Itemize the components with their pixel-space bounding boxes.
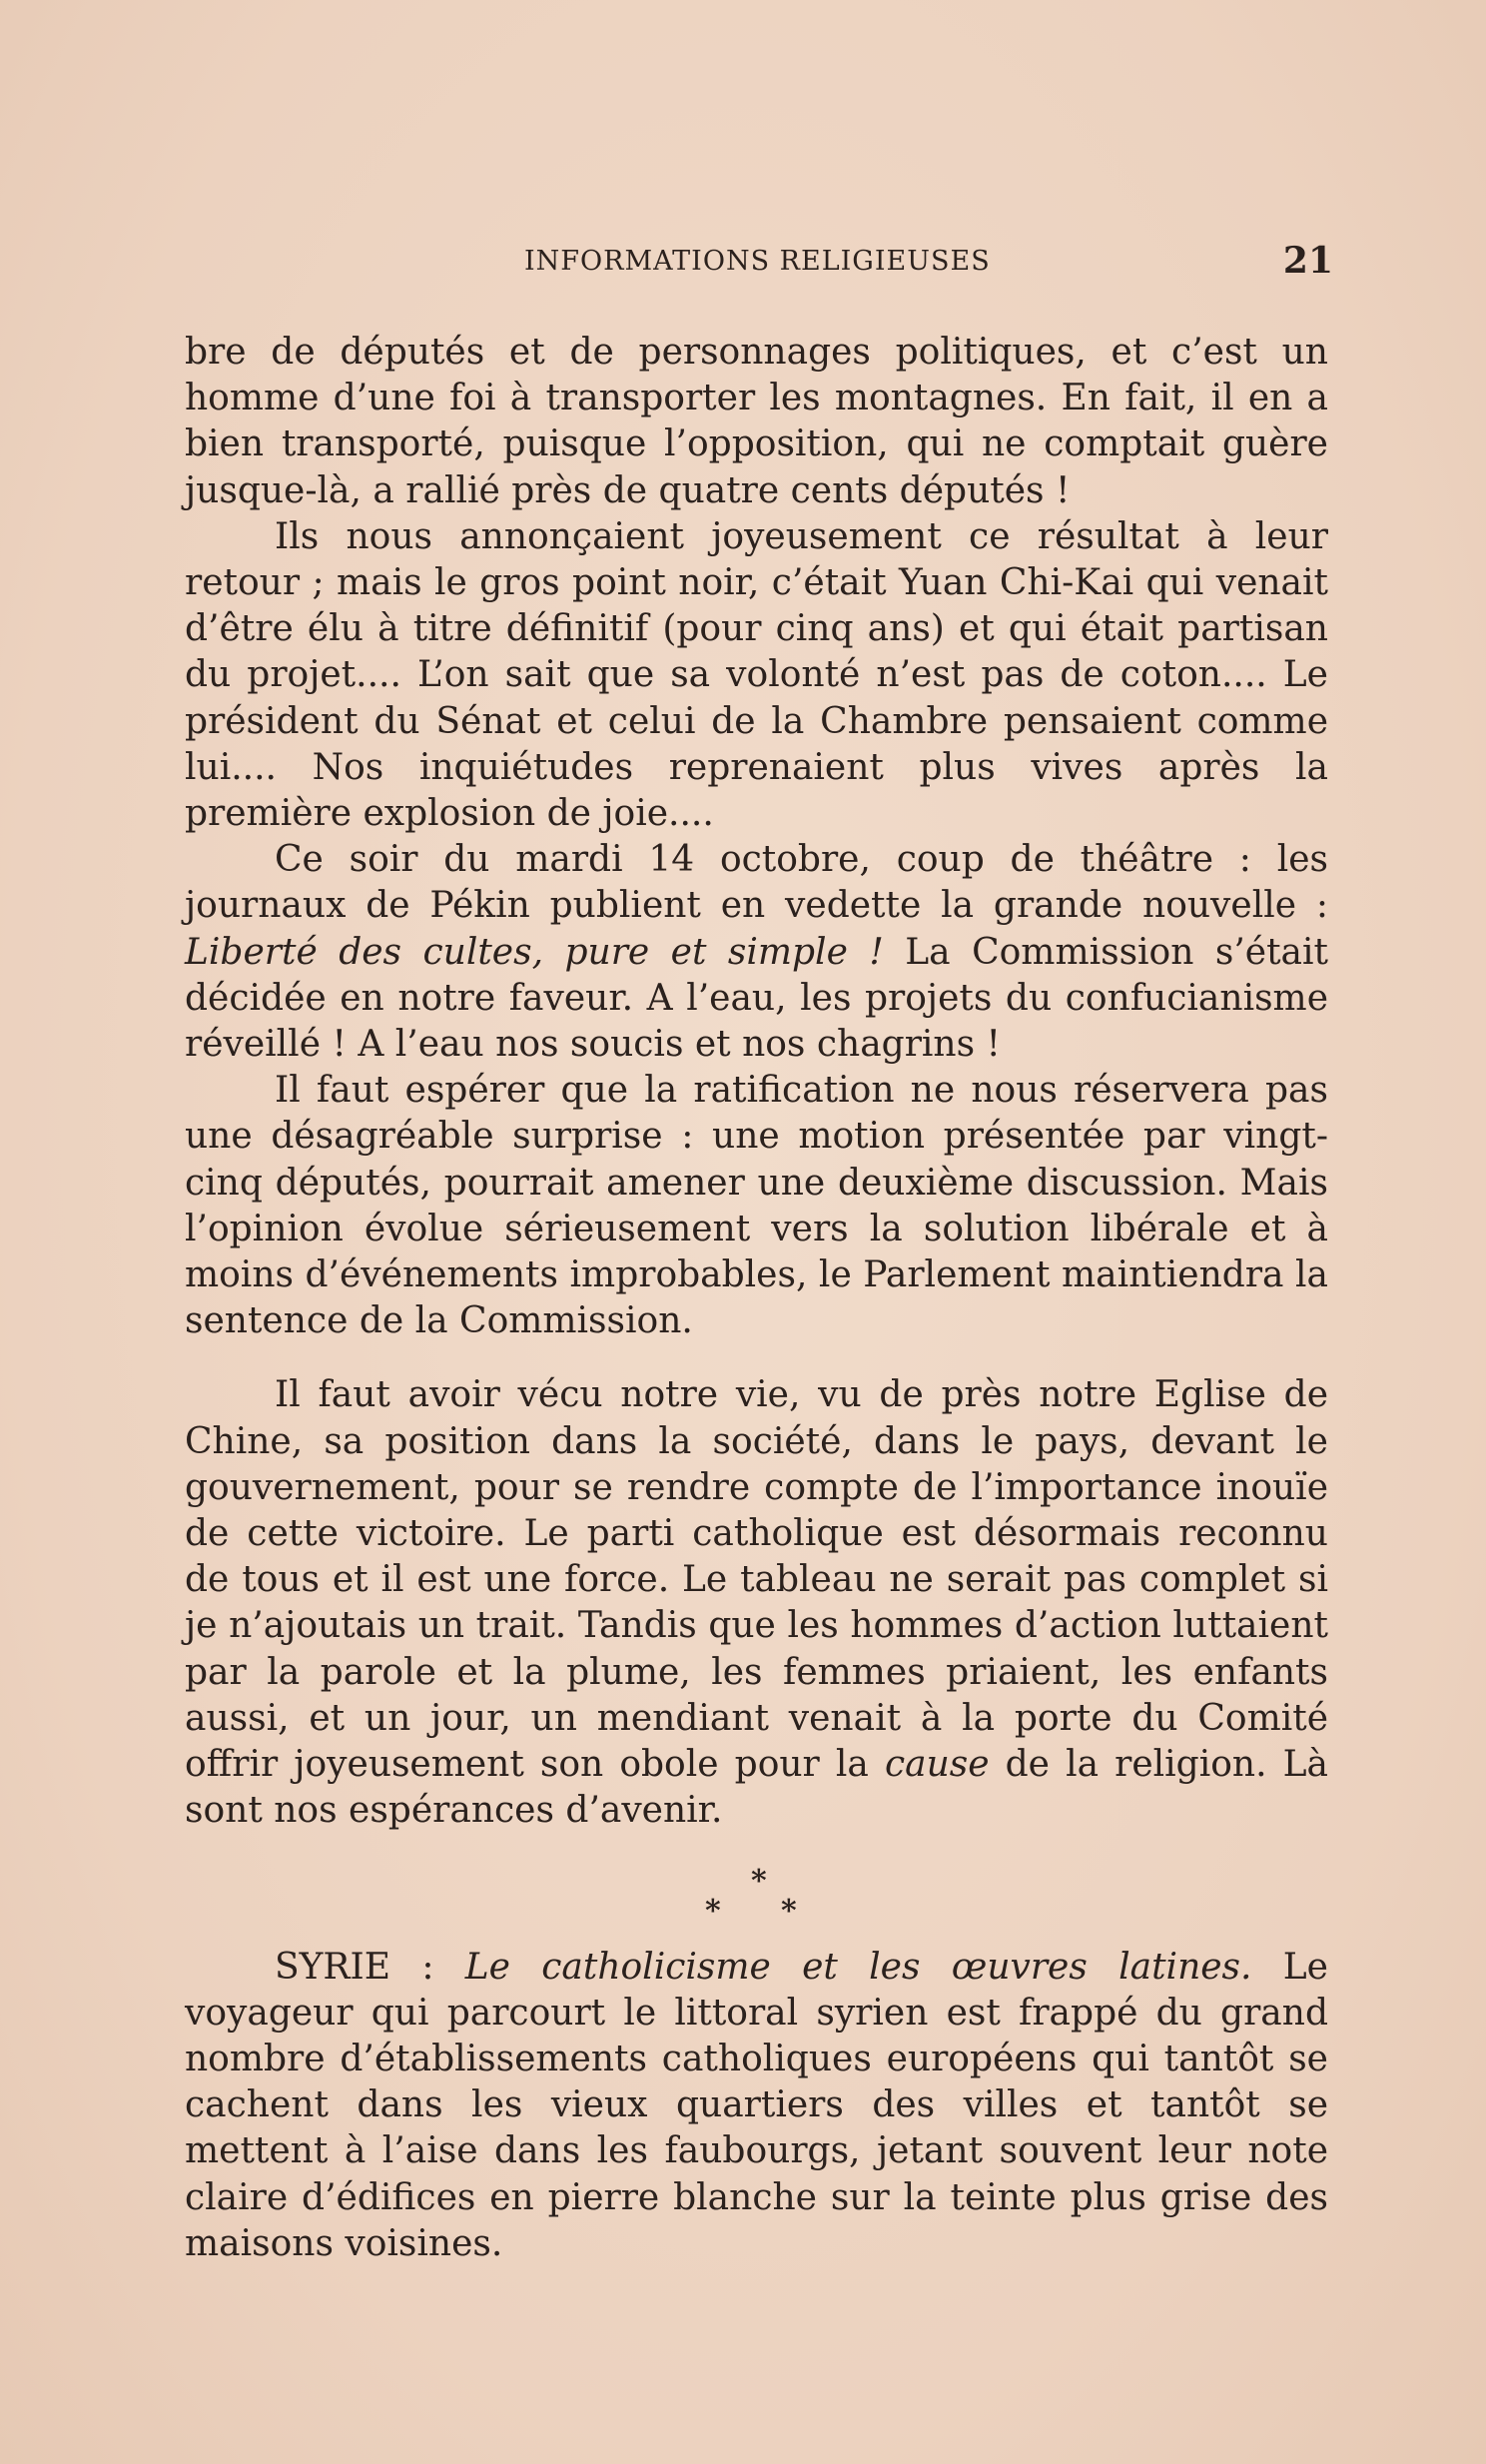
paragraph: Ils nous annonçaient joyeusement ce résultat à leur retour ; mais le gros point noir, c’était Yuan Chi-Kai qui venait d’être élu à titre définitif (pour cinq ans) et qui était partisan du projet.... L’on sait que sa volonté n’est pas de coton.... Le président du Sénat et celui de la Chambre pensaient comme lui.... Nos inquiétudes reprenaient plus vives après la première explosion de joie.... bbox=[185, 515, 1328, 835]
paragraph-text: de la religion. Là sont nos espérances d’avenir. bbox=[185, 1744, 1329, 1832]
running-head: INFORMATIONS RELIGIEUSES bbox=[524, 246, 991, 277]
paragraph-text: Ce soir du mardi 14 octobre, coup de théâtre : les journaux de Pékin publient en vedette la grande nouvelle : bbox=[185, 839, 1328, 927]
italic-word: cause bbox=[884, 1744, 990, 1786]
page-header bbox=[185, 240, 1333, 286]
page-number: 21 bbox=[1282, 240, 1333, 282]
body-text bbox=[185, 330, 1328, 2267]
section-label: SYRIE : bbox=[275, 1946, 465, 1988]
italic-headline: Liberté des cultes, pure et simple ! bbox=[185, 931, 884, 973]
asterisk: * bbox=[751, 1863, 767, 1899]
paragraph bbox=[185, 837, 1328, 1068]
section-separator bbox=[185, 1841, 1328, 1941]
section-title: Le catholicisme et les œuvres latines. bbox=[464, 1946, 1252, 1988]
paragraph-text: Il faut avoir vécu notre vie, vu de près notre Eglise de Chine, sa position dans la société, dans le pays, devant le gouvernement, pour se rendre compte de l’importance inouïe de cette victoire. Le parti catholique est désormais reconnu de tous et il est une force. Le tableau ne serait pas complet si je n’ajoutais un trait. Tandis que les hommes d’action luttaient par la parole et la plume, les femmes priaient, les enfants aussi, et un jour, un mendiant venait à la porte du Comité offrir joyeusement son obole pour la bbox=[185, 1374, 1328, 1786]
asterisk: * bbox=[781, 1893, 797, 1929]
paragraph bbox=[185, 1372, 1328, 1834]
paragraph-text: La Commission s’était décidée en notre faveur. A l’eau, les projets du confucianisme réveillé ! A l’eau nos soucis et nos chagrins ! bbox=[185, 931, 1328, 1066]
paragraph-text: Le voyageur qui parcourt le littoral syrien est frappé du grand nombre d’établissements catholiques européens qui tantôt se cachent dans les vieux quartiers des villes et tantôt se mettent à l’aise dans les faubourgs, jetant souvent leur note claire d’édifices en pierre blanche sur la teinte plus grise des maisons voisines. bbox=[185, 1946, 1328, 2264]
paragraph-continuation: bre de députés et de personnages politiques, et c’est un homme d’une foi à transporter les montagnes. En fait, il en a bien transporté, puisque l’opposition, qui ne comptait guère jusque-là, a rallié près de quatre cents députés ! bbox=[185, 332, 1328, 511]
asterisk: * bbox=[705, 1893, 721, 1929]
paragraph: Il faut espérer que la ratification ne nous réservera pas une désagréable surprise : une motion présentée par vingt-cinq députés, pourrait amener une deuxième discussion. Mais l’opinion évolue sérieusement vers la solution libérale et à moins d’événements improbables, le Parlement maintiendra la sentence de la Commission. bbox=[185, 1070, 1328, 1342]
paragraph-syrie bbox=[185, 1945, 1328, 2267]
